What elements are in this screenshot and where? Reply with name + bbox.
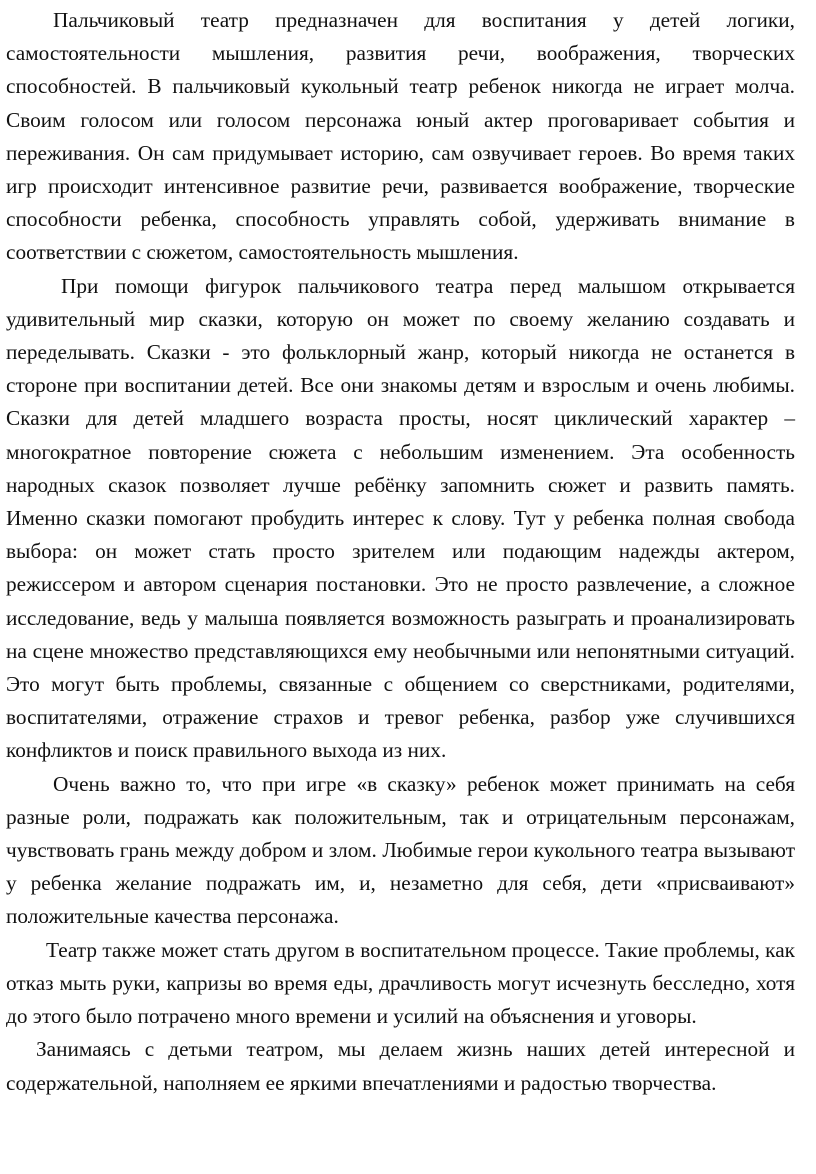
paragraph-finger-theatre-purpose: Пальчиковый театр предназначен для воспитания у детей логики, самостоятельности мышления, развития речи, воображения, творческих способностей. В пальчиковый кукольный театр ребенок никогда не играет молча. Своим голосом или голосом персонажа юный актер проговаривает события и переживания. Он сам придумывает историю, сам озвучивает героев. Во время таких игр происходит интенсивное развитие речи, развивается воображение, творческие способности ребенка, способность управлять собой, удерживать внимание в соответствии с сюжетом, самостоятельность мышления. [6, 8, 795, 265]
paragraph-role-playing: Очень важно то, что при игре «в сказку» ребенок может принимать на себя разные роли, подражать как положительным, так и отрицательным персонажам, чувствовать грань между добром и злом. Любимые герои кукольного театра вызывают у ребенка желание подражать им, и, незаметно для себя, дети «присваивают» положительные качества персонажа. [6, 771, 795, 929]
paragraph-conclusion: Занимаясь с детьми театром, мы делаем жизнь наших детей интересной и содержательной, наполняем ее яркими впечатлениями и радостью творчества. [6, 1037, 795, 1095]
paragraph-fairy-tale-world: При помощи фигурок пальчикового театра перед малышом открывается удивительный мир сказки, которую он может по своему желанию создавать и переделывать. Сказки - это фольклорный жанр, который никогда не останется в стороне при воспитании детей. Все они знакомы детям и взрослым и очень любимы. Сказки для детей младшего возраста просты, носят циклический характер – многократное повторение сюжета с небольшим изменением. Эта особенность народных сказок позволяет лучше ребёнку запомнить сюжет и развить память. Именно сказки помогают пробудить интерес к слову. Тут у ребенка полная свобода выбора: он может стать просто зрителем или подающим надежды актером, режиссером и автором сценария постановки. Это не просто развлечение, а сложное исследование, ведь у малыша появляется возможность разыграть и проанализировать на сцене множество представляющихся ему необычными или непонятными ситуаций. Это могут быть проблемы, связанные с общением со сверстниками, родителями, воспитателями, отражение страхов и тревог ребенка, разбор уже случившихся конфликтов и поиск правильного выхода из них. [6, 273, 795, 763]
paragraph-theatre-as-helper: Театр также может стать другом в воспитательном процессе. Такие проблемы, как отказ мыть руки, капризы во время еды, драчливость могут исчезнуть бесследно, хотя до этого было потрачено много времени и усилий на объяснения и уговоры. [6, 937, 795, 1029]
